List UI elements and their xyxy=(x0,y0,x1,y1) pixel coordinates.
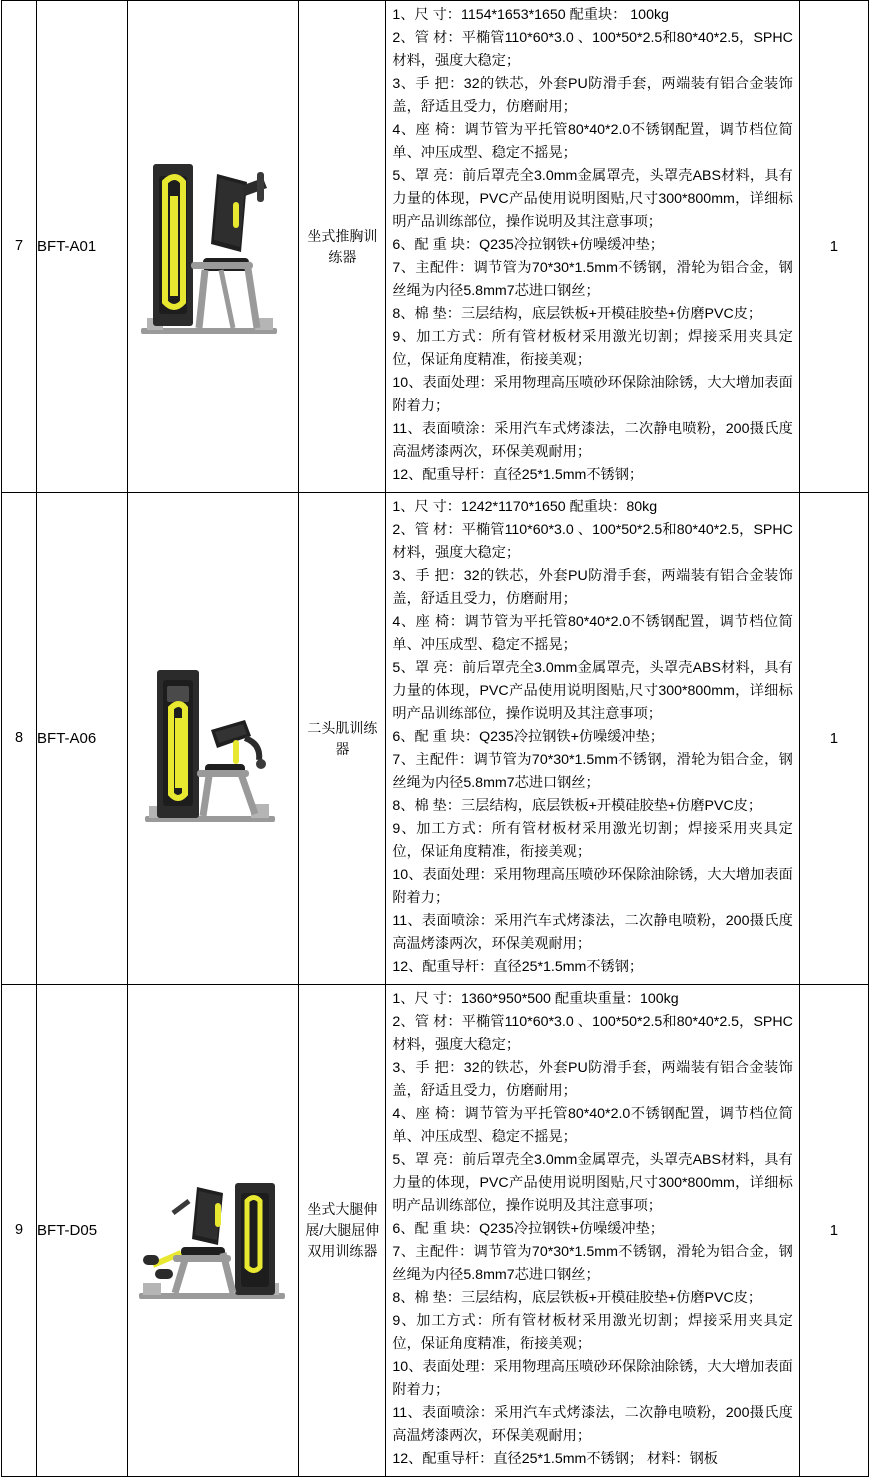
desc-line: 7、主配件：调节管为70*30*1.5mm不锈钢，滑轮为铝合金，钢丝绳为内径5.8mm7芯进口钢丝； xyxy=(392,260,793,299)
model-code: BFT-A01 xyxy=(37,237,97,255)
biceps-curl-machine-illustration xyxy=(129,634,297,844)
desc-line: 11、表面喷涂：采用汽车式烤漆法，二次静电喷粉，200摄氏度高温烤漆两次，环保美观耐用； xyxy=(392,1405,793,1444)
row-index: 8 xyxy=(14,729,24,746)
table-row xyxy=(2,1,869,493)
desc-line: 8、棉 垫：三层结构，底层铁板+开模硅胶垫+仿磨PVC皮； xyxy=(392,1290,763,1306)
desc-line: 2、管 材：平椭管110*60*3.0 、100*50*2.5和80*40*2.5，SPHC材料，强度大稳定； xyxy=(392,1014,793,1053)
quantity-value: 1 xyxy=(829,237,839,255)
quantity-value: 1 xyxy=(829,729,839,747)
row-index-cell xyxy=(2,985,37,1477)
row-index: 7 xyxy=(14,237,24,254)
seated-chest-press-machine-icon xyxy=(129,142,297,352)
desc-line: 9、加工方式：所有管材板材采用激光切割；焊接采用夹具定位，保证角度精准，衔接美观； xyxy=(392,821,793,860)
table-row xyxy=(2,985,869,1477)
leg-extension-curl-machine-illustration xyxy=(129,1143,297,1318)
row-index-cell xyxy=(2,493,37,985)
desc-line: 1、尺 寸：1360*950*500 配重块重量：100kg xyxy=(392,991,679,1007)
desc-line: 12、配重导杆：直径25*1.5mm不锈钢； 材料：钢板 xyxy=(392,1451,718,1467)
row-index-cell xyxy=(2,1,37,493)
quantity-cell xyxy=(799,493,868,985)
desc-line: 2、管 材：平椭管110*60*3.0 、100*50*2.5和80*40*2.5，SPHC材料，强度大稳定； xyxy=(392,30,793,69)
description-list xyxy=(386,1,798,492)
desc-line: 5、罩 亮：前后罩壳全3.0mm金属罩壳，头罩壳ABS材料，具有力量的体现，PVC产品使用说明图贴,尺寸300*800mm，详细标明产品训练部位，操作说明及其注意事项； xyxy=(392,168,793,230)
desc-line: 5、罩 亮：前后罩壳全3.0mm金属罩壳，头罩壳ABS材料，具有力量的体现，PVC产品使用说明图贴,尺寸300*800mm，详细标明产品训练部位，操作说明及其注意事项； xyxy=(392,1152,793,1214)
description-list xyxy=(386,493,798,984)
leg-extension-curl-machine-icon xyxy=(129,1143,297,1318)
desc-line: 8、棉 垫：三层结构，底层铁板+开模硅胶垫+仿磨PVC皮； xyxy=(392,306,763,322)
model-code: BFT-A06 xyxy=(37,729,97,747)
product-name: 坐式推胸训练器 xyxy=(307,227,378,265)
quantity-value: 1 xyxy=(829,1221,839,1239)
quantity-cell xyxy=(799,1,868,493)
desc-line: 11、表面喷涂：采用汽车式烤漆法，二次静电喷粉，200摄氏度高温烤漆两次，环保美观耐用； xyxy=(392,421,793,460)
desc-line: 11、表面喷涂：采用汽车式烤漆法，二次静电喷粉，200摄氏度高温烤漆两次，环保美观耐用； xyxy=(392,913,793,952)
product-description-cell xyxy=(386,493,799,985)
desc-line: 2、管 材：平椭管110*60*3.0 、100*50*2.5和80*40*2.5，SPHC材料，强度大稳定； xyxy=(392,522,793,561)
quantity-cell xyxy=(799,985,868,1477)
desc-line: 10、表面处理：采用物理高压喷砂环保除油除锈，大大增加表面附着力； xyxy=(392,375,793,414)
desc-line: 10、表面处理：采用物理高压喷砂环保除油除锈，大大增加表面附着力； xyxy=(392,867,793,906)
desc-line: 3、手 把：32的铁芯，外套PU防滑手套，两端装有铝合金装饰盖，舒适且受力，仿磨耐用； xyxy=(392,568,793,607)
product-image-cell xyxy=(128,1,299,493)
desc-line: 10、表面处理：采用物理高压喷砂环保除油除锈，大大增加表面附着力； xyxy=(392,1359,793,1398)
desc-line: 9、加工方式：所有管材板材采用激光切割；焊接采用夹具定位，保证角度精准，衔接美观； xyxy=(392,329,793,368)
row-index: 9 xyxy=(14,1221,24,1238)
seated-chest-press-machine-illustration xyxy=(129,142,297,352)
product-spec-table xyxy=(1,0,869,1477)
desc-line: 8、棉 垫：三层结构，底层铁板+开模硅胶垫+仿磨PVC皮； xyxy=(392,798,763,814)
model-code: BFT-D05 xyxy=(37,1221,98,1239)
desc-line: 9、加工方式：所有管材板材采用激光切割；焊接采用夹具定位，保证角度精准，衔接美观； xyxy=(392,1313,793,1352)
desc-line: 1、尺 寸：1242*1170*1650 配重块：80kg xyxy=(392,499,658,515)
desc-line: 3、手 把：32的铁芯，外套PU防滑手套，两端装有铝合金装饰盖，舒适且受力，仿磨耐用； xyxy=(392,1060,793,1099)
biceps-curl-machine-icon xyxy=(129,634,297,844)
desc-line: 1、尺 寸：1154*1653*1650 配重块： 100kg xyxy=(392,7,669,23)
product-name-cell xyxy=(299,1,386,493)
desc-line: 4、座 椅：调节管为平托管80*40*2.0不锈钢配置，调节档位简单、冲压成型、稳定不摇晃； xyxy=(392,1106,793,1145)
desc-line: 3、手 把：32的铁芯，外套PU防滑手套，两端装有铝合金装饰盖，舒适且受力，仿磨耐用； xyxy=(392,76,793,115)
desc-line: 4、座 椅：调节管为平托管80*40*2.0不锈钢配置，调节档位简单、冲压成型、稳定不摇晃； xyxy=(392,614,793,653)
product-description-cell xyxy=(386,1,799,493)
product-name-cell xyxy=(299,985,386,1477)
desc-line: 4、座 椅：调节管为平托管80*40*2.0不锈钢配置，调节档位简单、冲压成型、稳定不摇晃； xyxy=(392,122,793,161)
description-list xyxy=(386,985,798,1476)
desc-line: 12、配重导杆：直径25*1.5mm不锈钢； xyxy=(392,959,644,975)
desc-line: 12、配重导杆：直径25*1.5mm不锈钢； xyxy=(392,467,644,483)
product-name-cell xyxy=(299,493,386,985)
desc-line: 7、主配件：调节管为70*30*1.5mm不锈钢，滑轮为铝合金，钢丝绳为内径5.8mm7芯进口钢丝； xyxy=(392,1244,793,1283)
desc-line: 6、配 重 块：Q235冷拉钢铁+仿噪缓冲垫； xyxy=(392,729,664,745)
model-cell xyxy=(37,493,128,985)
product-description-cell xyxy=(386,985,799,1477)
product-image-cell xyxy=(128,493,299,985)
model-cell xyxy=(37,985,128,1477)
product-name: 坐式大腿伸展/大腿屈伸双用训练器 xyxy=(305,1201,380,1259)
desc-line: 5、罩 亮：前后罩壳全3.0mm金属罩壳，头罩壳ABS材料，具有力量的体现，PVC产品使用说明图贴,尺寸300*800mm，详细标明产品训练部位，操作说明及其注意事项； xyxy=(392,660,793,722)
table-row xyxy=(2,493,869,985)
product-name: 二头肌训练器 xyxy=(307,719,378,757)
desc-line: 7、主配件：调节管为70*30*1.5mm不锈钢，滑轮为铝合金，钢丝绳为内径5.8mm7芯进口钢丝； xyxy=(392,752,793,791)
model-cell xyxy=(37,1,128,493)
desc-line: 6、配 重 块：Q235冷拉钢铁+仿噪缓冲垫； xyxy=(392,1221,664,1237)
product-image-cell xyxy=(128,985,299,1477)
desc-line: 6、配 重 块：Q235冷拉钢铁+仿噪缓冲垫； xyxy=(392,237,664,253)
